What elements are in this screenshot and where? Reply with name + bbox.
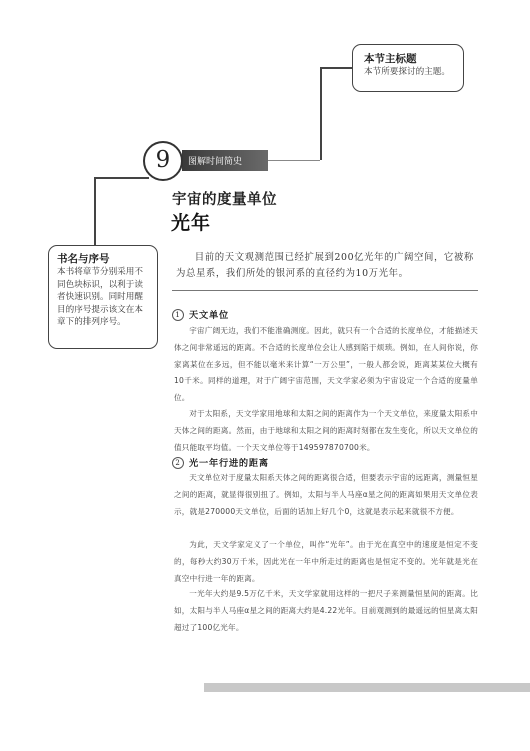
section-heading-1 xyxy=(172,307,229,321)
section-1-paragraph-1: 宇宙广阔无边，我们不能准确测度。因此，就只有一个合适的长度单位，才能描述天体之间非常遥远的距离。不合适的长度单位会让人感到陷于烦琐。例如，在人间你说，你家离某位在多远，但不能以毫米来计算“一万公里”，一般人都会说，距离某某位大概有10千米。同样的道理，对于广阔宇宙范围，天文学家必须为宇宙设定一个合适的度量单位。 xyxy=(174,326,478,403)
callout-section-title-desc: 本节所要探讨的主题。 xyxy=(364,67,450,77)
section-2-paragraph-1: 天文单位对于度量太阳系天体之间的距离很合适，但要表示宇宙的远距离，测量恒星之间的距离，就显得很别扭了。例如，太阳与半人马座α星之间的距离如果用天文单位表示，就是270000天文单位，后面的话加上好几个0，这就是表示起来就很不方便。 xyxy=(174,473,478,516)
book-name-label: 图解时间简史 xyxy=(188,157,243,167)
footer-bar xyxy=(204,683,530,692)
section-title-1: 天文单位 xyxy=(189,310,229,321)
page-subtitle: 宇宙的度量单位 xyxy=(172,191,277,208)
intro-paragraph: 目前的天文观测范围已经扩展到200亿光年的广阔空间，它被称为总星系，我们所处的银河系的直径约为10万光年。 xyxy=(176,252,474,279)
callout-section-title xyxy=(352,44,464,92)
callout-left-connector xyxy=(94,177,96,245)
chapter-label-bar xyxy=(182,150,268,171)
page-title: 光年 xyxy=(171,212,212,234)
section-heading-2 xyxy=(172,455,269,469)
callout-top-connector xyxy=(320,67,352,69)
section-2-paragraph-2: 为此，天文学家定义了一个单位，叫作“光年”。由于光在真空中的速度是恒定不变的，每秒大约30万千米，因此光在一年中所走过的距离也是恒定不变的。光年就是光在真空中行进一年的距离。 xyxy=(174,540,478,583)
section-2-paragraph-3: 一光年大约是9.5万亿千米，天文学家就用这样的一把尺子来测量恒星间的距离。比如，太阳与半人马座α星之间的距离大约是4.22光年。目前观测到的最遥远的恒星离太阳超过了100亿光年。 xyxy=(174,589,478,632)
section-divider xyxy=(172,290,478,291)
callout-book-name-desc: 本书将章节分别采用不同色块标识，以利于读者快速识别。同时用醒目的序号提示该文在本章下的排列序号。 xyxy=(57,267,143,328)
callout-book-name xyxy=(48,245,158,349)
section-title-2: 光一年行进的距离 xyxy=(189,458,269,469)
section-number-2: 2 xyxy=(172,457,184,469)
chapter-label-extension xyxy=(268,160,320,161)
callout-book-name-heading: 书名与序号 xyxy=(57,253,110,265)
callout-section-title-heading: 本节主标题 xyxy=(364,53,417,65)
callout-left-connector xyxy=(94,177,149,179)
chapter-number-badge: 9 xyxy=(143,141,183,181)
section-number-1: 1 xyxy=(172,309,184,321)
section-1-paragraph-2: 对于太阳系，天文学家用地球和太阳之间的距离作为一个天文单位，来度量太阳系中天体之间的距离。然而，由于地球和太阳之间的距离时刻都在发生变化，所以天文单位的值只能取平均值。一个天文单位等于149597870700米。 xyxy=(174,409,478,452)
callout-top-connector xyxy=(320,67,322,160)
